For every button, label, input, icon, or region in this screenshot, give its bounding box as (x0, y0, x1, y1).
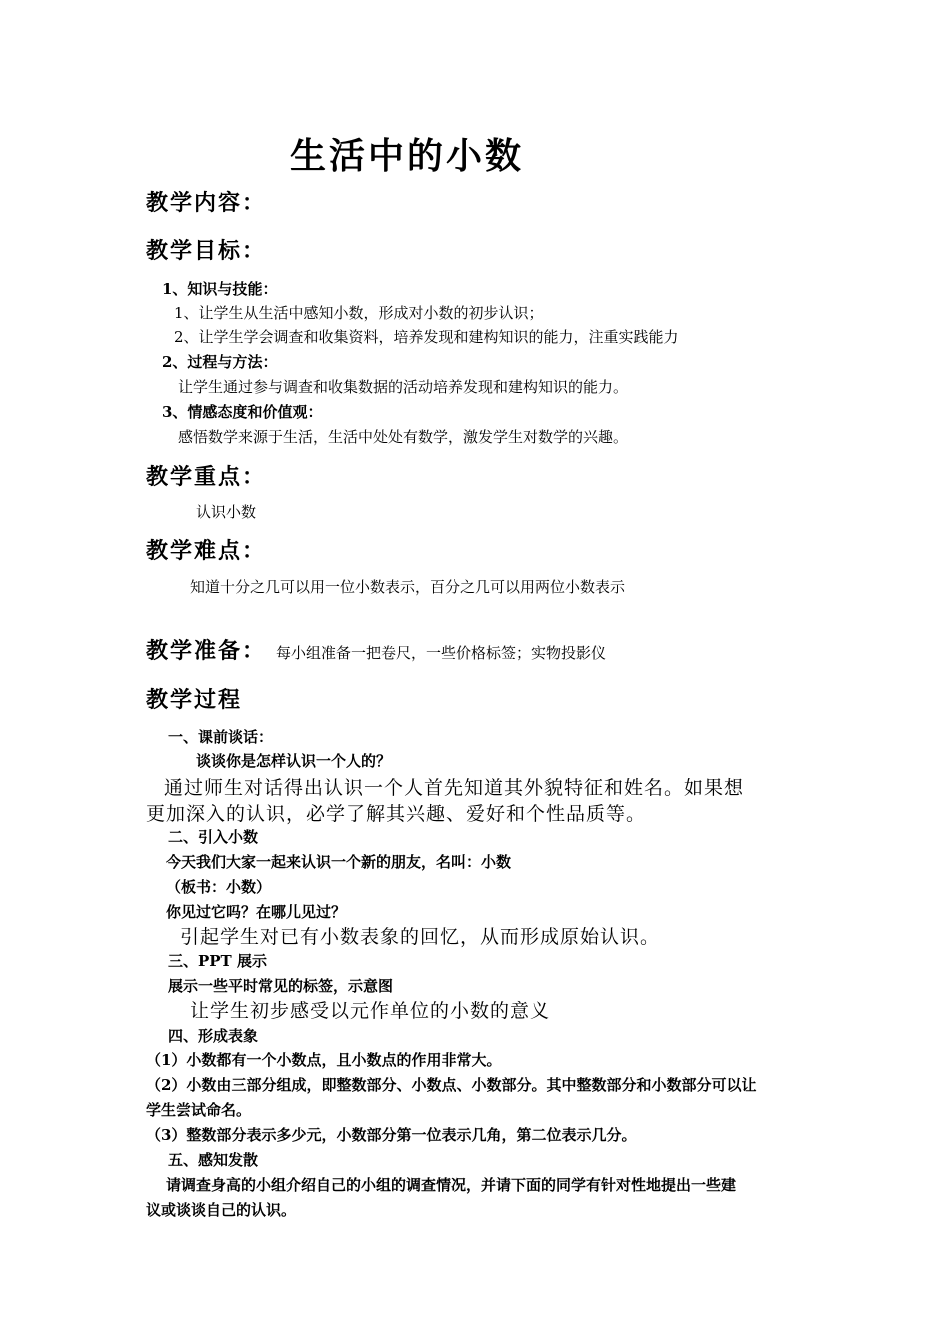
heading-process: 教学过程 (146, 687, 243, 713)
process-1-line-1: 通过师生对话得出认识一个人首先知道其外貌特征和姓名。如果想 (164, 777, 745, 799)
process-5-heading: 五、感知发散 (168, 1151, 259, 1169)
goal-2-heading: 2、过程与方法： (162, 353, 278, 371)
goal-1-item-2: 2、让学生学会调查和收集资料，培养发现和建构知识的能力，注重实践能力 (174, 328, 679, 346)
preparation-text: 每小组准备一把卷尺，一些价格标签；实物投影仪 (276, 644, 607, 662)
key-point-text: 认识小数 (196, 503, 257, 521)
process-3-line-1: 展示一些平时常见的标签，示意图 (168, 977, 394, 995)
goal-2-text: 让学生通过参与调查和收集数据的活动培养发现和建构知识的能力。 (178, 378, 629, 396)
page-title: 生活中的小数 (290, 135, 525, 177)
process-5-line-2: 议或谈谈自己的认识。 (146, 1201, 297, 1219)
goal-1-item-1: 1、让学生从生活中感知小数，形成对小数的初步认识； (174, 304, 544, 322)
process-1-heading: 一、课前谈话： (168, 728, 274, 746)
process-4-line-2a: （2）小数由三部分组成，即整数部分、小数点、小数部分。其中整数部分和小数部分可以让 (146, 1076, 757, 1094)
heading-difficulty: 教学难点： (146, 538, 267, 564)
process-5-line-1: 请调查身高的小组介绍自己的小组的调查情况，并请下面的同学有针对性地提出一些建 (166, 1176, 737, 1194)
process-2-line-2: （板书：小数） (166, 878, 272, 896)
process-1-line-2: 更加深入的认识，必学了解其兴趣、爱好和个性品质等。 (146, 803, 647, 825)
process-3-line-2: 让学生初步感受以元作单位的小数的意义 (190, 1000, 551, 1022)
process-3-heading: 三、PPT 展示 (168, 952, 267, 970)
heading-teaching-goals: 教学目标： (146, 238, 267, 264)
process-4-line-2b: 学生尝试命名。 (146, 1101, 252, 1119)
process-1-question: 谈谈你是怎样认识一个人的？ (196, 752, 392, 770)
heading-teaching-content: 教学内容： (146, 190, 267, 216)
preparation-label: 教学准备： (146, 638, 267, 664)
process-4-line-3: （3）整数部分表示多少元，小数部分第一位表示几角，第二位表示几分。 (146, 1126, 637, 1144)
process-2-heading: 二、引入小数 (168, 828, 259, 846)
process-4-line-1: （1）小数都有一个小数点，且小数点的作用非常大。 (146, 1051, 502, 1069)
heading-preparation (146, 634, 606, 665)
process-2-line-4: 引起学生对已有小数表象的回忆，从而形成原始认识。 (180, 926, 661, 948)
difficulty-text: 知道十分之几可以用一位小数表示，百分之几可以用两位小数表示 (190, 578, 626, 596)
goal-3-text: 感悟数学来源于生活，生活中处处有数学，激发学生对数学的兴趣。 (178, 428, 629, 446)
goal-3-heading: 3、情感态度和价值观： (162, 403, 323, 421)
process-2-line-3: 你见过它吗？在哪儿见过？ (166, 903, 347, 921)
goal-1-heading: 1、知识与技能： (162, 280, 278, 298)
process-2-line-1: 今天我们大家一起来认识一个新的朋友，名叫：小数 (166, 853, 512, 871)
process-4-heading: 四、形成表象 (168, 1027, 259, 1045)
heading-key-point: 教学重点： (146, 464, 267, 490)
